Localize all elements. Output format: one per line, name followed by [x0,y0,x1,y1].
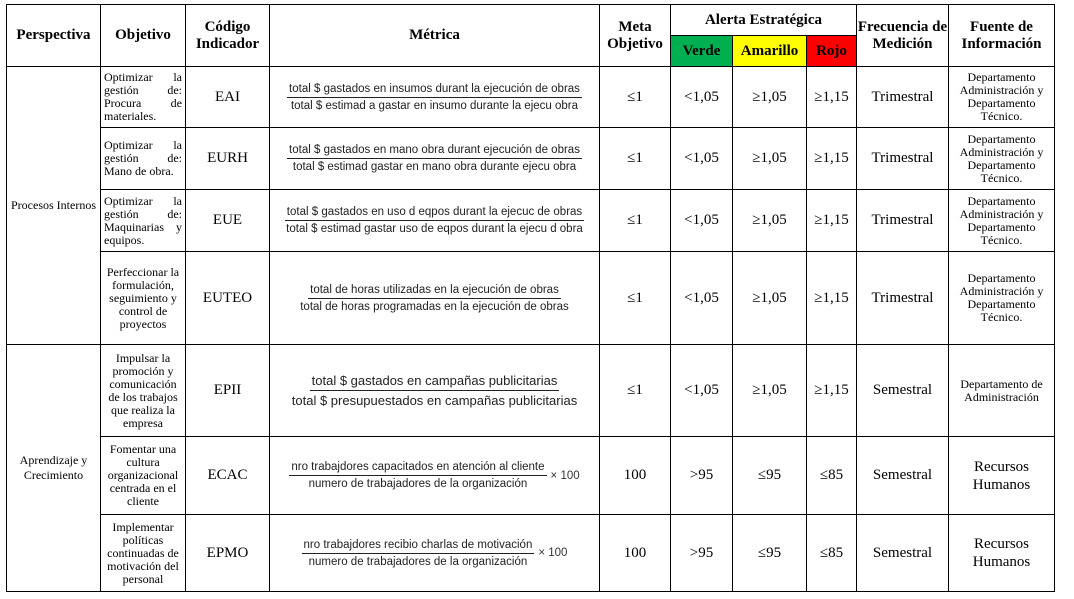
header-frecuencia: Frecuencia de Medición [857,5,949,67]
metric-denominator: total $ estimad gastar uso de eqpos durant la ejecu d obra [286,223,583,235]
alert-amarillo-value: ≤95 [733,437,807,515]
metric-formula [270,437,600,515]
metric-numerator: total $ gastados en mano obra durant ejecución de obras [287,144,582,159]
alert-rojo-value: ≤85 [807,515,857,592]
metric-fraction [287,144,582,173]
table-row [7,345,1055,437]
alert-rojo-value: ≤85 [807,437,857,515]
objective-cell: Optimizar la gestión de: Maquinarias y equipos. [101,190,186,252]
table-row [7,437,1055,515]
source-value: Departamento de Administración [949,345,1055,437]
metric-formula [270,515,600,592]
metric-denominator: total de horas programadas en la ejecución de obras [300,300,569,313]
alert-amarillo-value: ≥1,05 [733,190,807,252]
meta-value: 100 [600,515,671,592]
indicator-table [6,4,1055,592]
frequency-value: Trimestral [857,67,949,128]
metric-numerator: nro trabajdores capacitados en atención al cliente [289,461,546,476]
meta-value: 100 [600,437,671,515]
metric-fraction [298,284,571,313]
metric-numerator: total $ gastados en uso d eqpos durant la ejecuc de obras [285,206,584,221]
alert-verde-value: <1,05 [671,252,733,345]
table-row [7,515,1055,592]
table-row [7,252,1055,345]
metric-denominator: total $ presupuestados en campañas publicitarias [291,393,578,408]
meta-value: ≤1 [600,345,671,437]
meta-value: ≤1 [600,190,671,252]
header-amarillo: Amarillo [733,36,807,67]
metric-denominator: total $ estimad gastar en mano obra durante ejecu obra [292,161,577,173]
metric-multiplier: × 100 [538,547,568,559]
metric-denominator: numero de trabajadores de la organización [308,478,528,490]
objective-cell: Fomentar una cultura organizacional centrada en el cliente [101,437,186,515]
frequency-value: Semestral [857,437,949,515]
source-value: Recursos Humanos [949,437,1055,515]
table-row [7,128,1055,190]
source-value: Departamento Administración y Departamento Técnico. [949,128,1055,190]
alert-rojo-value: ≥1,15 [807,345,857,437]
frequency-value: Trimestral [857,252,949,345]
metric-numerator: nro trabajdores recibio charlas de motivación [302,539,535,554]
source-value: Departamento Administración y Departamento Técnico. [949,190,1055,252]
alert-verde-value: <1,05 [671,67,733,128]
meta-value: ≤1 [600,252,671,345]
source-value: Departamento Administración y Departamento Técnico. [949,252,1055,345]
objective-cell: Implementar políticas continuadas de motivación del personal [101,515,186,592]
alert-amarillo-value: ≥1,05 [733,128,807,190]
table-row [7,67,1055,128]
frequency-value: Semestral [857,515,949,592]
alert-verde-value: <1,05 [671,190,733,252]
objective-cell: Optimizar la gestión de: Mano de obra. [101,128,186,190]
metric-fraction [289,461,546,490]
metric-fraction [284,206,585,235]
meta-value: ≤1 [600,67,671,128]
metric-fraction [302,539,535,568]
metric-numerator: total $ gastados en campañas publicitarias [310,373,560,391]
frequency-value: Semestral [857,345,949,437]
alert-rojo-value: ≥1,15 [807,252,857,345]
source-value: Recursos Humanos [949,515,1055,592]
header-fuente: Fuente de Información [949,5,1055,67]
metric-formula [270,345,600,437]
metric-denominator: numero de trabajadores de la organización [308,555,528,568]
alert-verde-value: <1,05 [671,345,733,437]
alert-amarillo-value: ≥1,05 [733,252,807,345]
objective-cell: Impulsar la promoción y comunicación de los trabajos que realiza la empresa [101,345,186,437]
indicator-code: EUE [186,190,270,252]
frequency-value: Trimestral [857,190,949,252]
alert-rojo-value: ≥1,15 [807,190,857,252]
objective-cell: Perfeccionar la formulación, seguimiento y control de proyectos [101,252,186,345]
metric-fraction [290,373,579,408]
table-row [7,190,1055,252]
header-objetivo: Objetivo [101,5,186,67]
header-alerta: Alerta Estratégica [671,5,857,36]
alert-amarillo-value: ≤95 [733,515,807,592]
metric-denominator: total $ estimad a gastar en insumo durante la ejecu obra [290,99,579,112]
header-metrica: Métrica [270,5,600,67]
indicator-code: EURH [186,128,270,190]
metric-multiplier: × 100 [550,469,580,482]
metric-formula [270,128,600,190]
metric-formula [270,67,600,128]
alert-amarillo-value: ≥1,05 [733,67,807,128]
perspective-cell: Procesos Internos [7,67,101,345]
metric-numerator: total de horas utilizadas en la ejecución de obras [308,284,561,299]
alert-rojo-value: ≥1,15 [807,128,857,190]
objective-cell: Optimizar la gestión de: Procura de materiales. [101,67,186,128]
alert-verde-value: >95 [671,515,733,592]
metric-fraction [287,83,582,112]
alert-rojo-value: ≥1,15 [807,67,857,128]
alert-verde-value: >95 [671,437,733,515]
metric-formula [270,190,600,252]
frequency-value: Trimestral [857,128,949,190]
indicator-code: ECAC [186,437,270,515]
source-value: Departamento Administración y Departamento Técnico. [949,67,1055,128]
alert-amarillo-value: ≥1,05 [733,345,807,437]
header-verde: Verde [671,36,733,67]
indicator-code: EPMO [186,515,270,592]
metric-numerator: total $ gastados en insumos durant la ejecución de obras [287,83,582,98]
alert-verde-value: <1,05 [671,128,733,190]
header-perspectiva: Perspectiva [7,5,101,67]
metric-formula [270,252,600,345]
header-rojo: Rojo [807,36,857,67]
indicator-code: EAI [186,67,270,128]
perspective-cell: Aprendizaje y Crecimiento [7,345,101,592]
indicator-code: EUTEO [186,252,270,345]
header-meta: Meta Objetivo [600,5,671,67]
header-codigo: Código Indicador [186,5,270,67]
meta-value: ≤1 [600,128,671,190]
indicator-code: EPII [186,345,270,437]
